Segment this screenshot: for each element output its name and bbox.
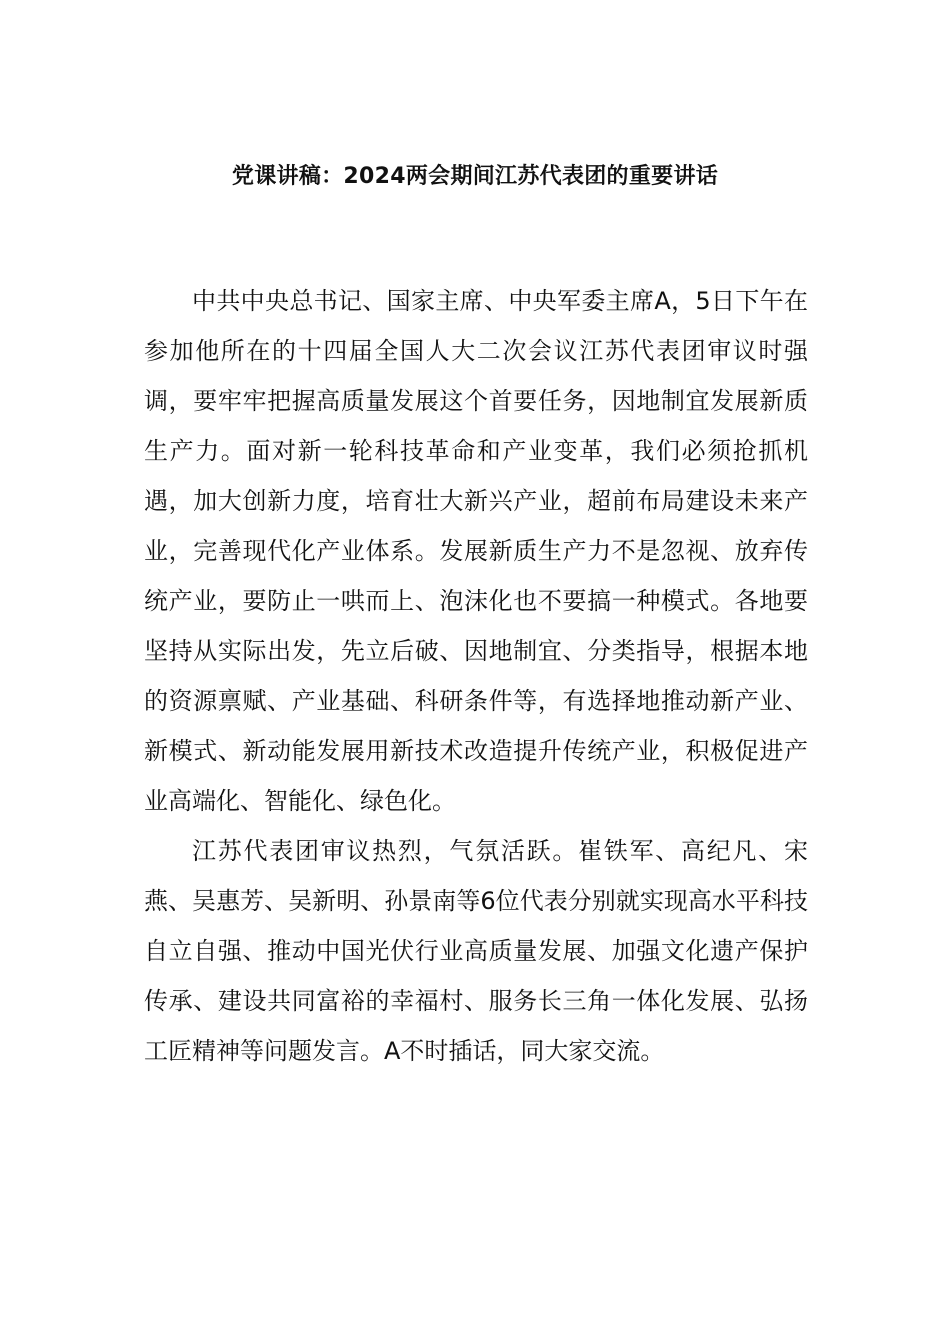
paragraph-1: 中共中央总书记、国家主席、中央军委主席A，5日下午在参加他所在的十四届全国人大二次会议江苏代表团审议时强调，要牢牢把握高质量发展这个首要任务，因地制宜发展新质生产力。面对新一轮科技革命和产业变革，我们必须抢抓机遇，加大创新力度，培育壮大新兴产业，超前布局建设未来产业，完善现代化产业体系。发展新质生产力不是忽视、放弃传统产业，要防止一哄而上、泡沫化也不要搞一种模式。各地要坚持从实际出发，先立后破、因地制宜、分类指导，根据本地的资源禀赋、产业基础、科研条件等，有选择地推动新产业、新模式、新动能发展用新技术改造提升传统产业，积极促进产业高端化、智能化、绿色化。 [144, 287, 808, 815]
paragraph-2: 江苏代表团审议热烈，气氛活跃。崔铁军、高纪凡、宋燕、吴惠芳、吴新明、孙景南等6位代表分别就实现高水平科技自立自强、推动中国光伏行业高质量发展、加强文化遗产保护传承、建设共同富裕的幸福村、服务长三角一体化发展、弘扬工匠精神等问题发言。A不时插话，同大家交流。 [144, 837, 808, 1065]
document-body [144, 276, 808, 1076]
document-title: 党课讲稿：2024两会期间江苏代表团的重要讲话 [231, 164, 719, 189]
